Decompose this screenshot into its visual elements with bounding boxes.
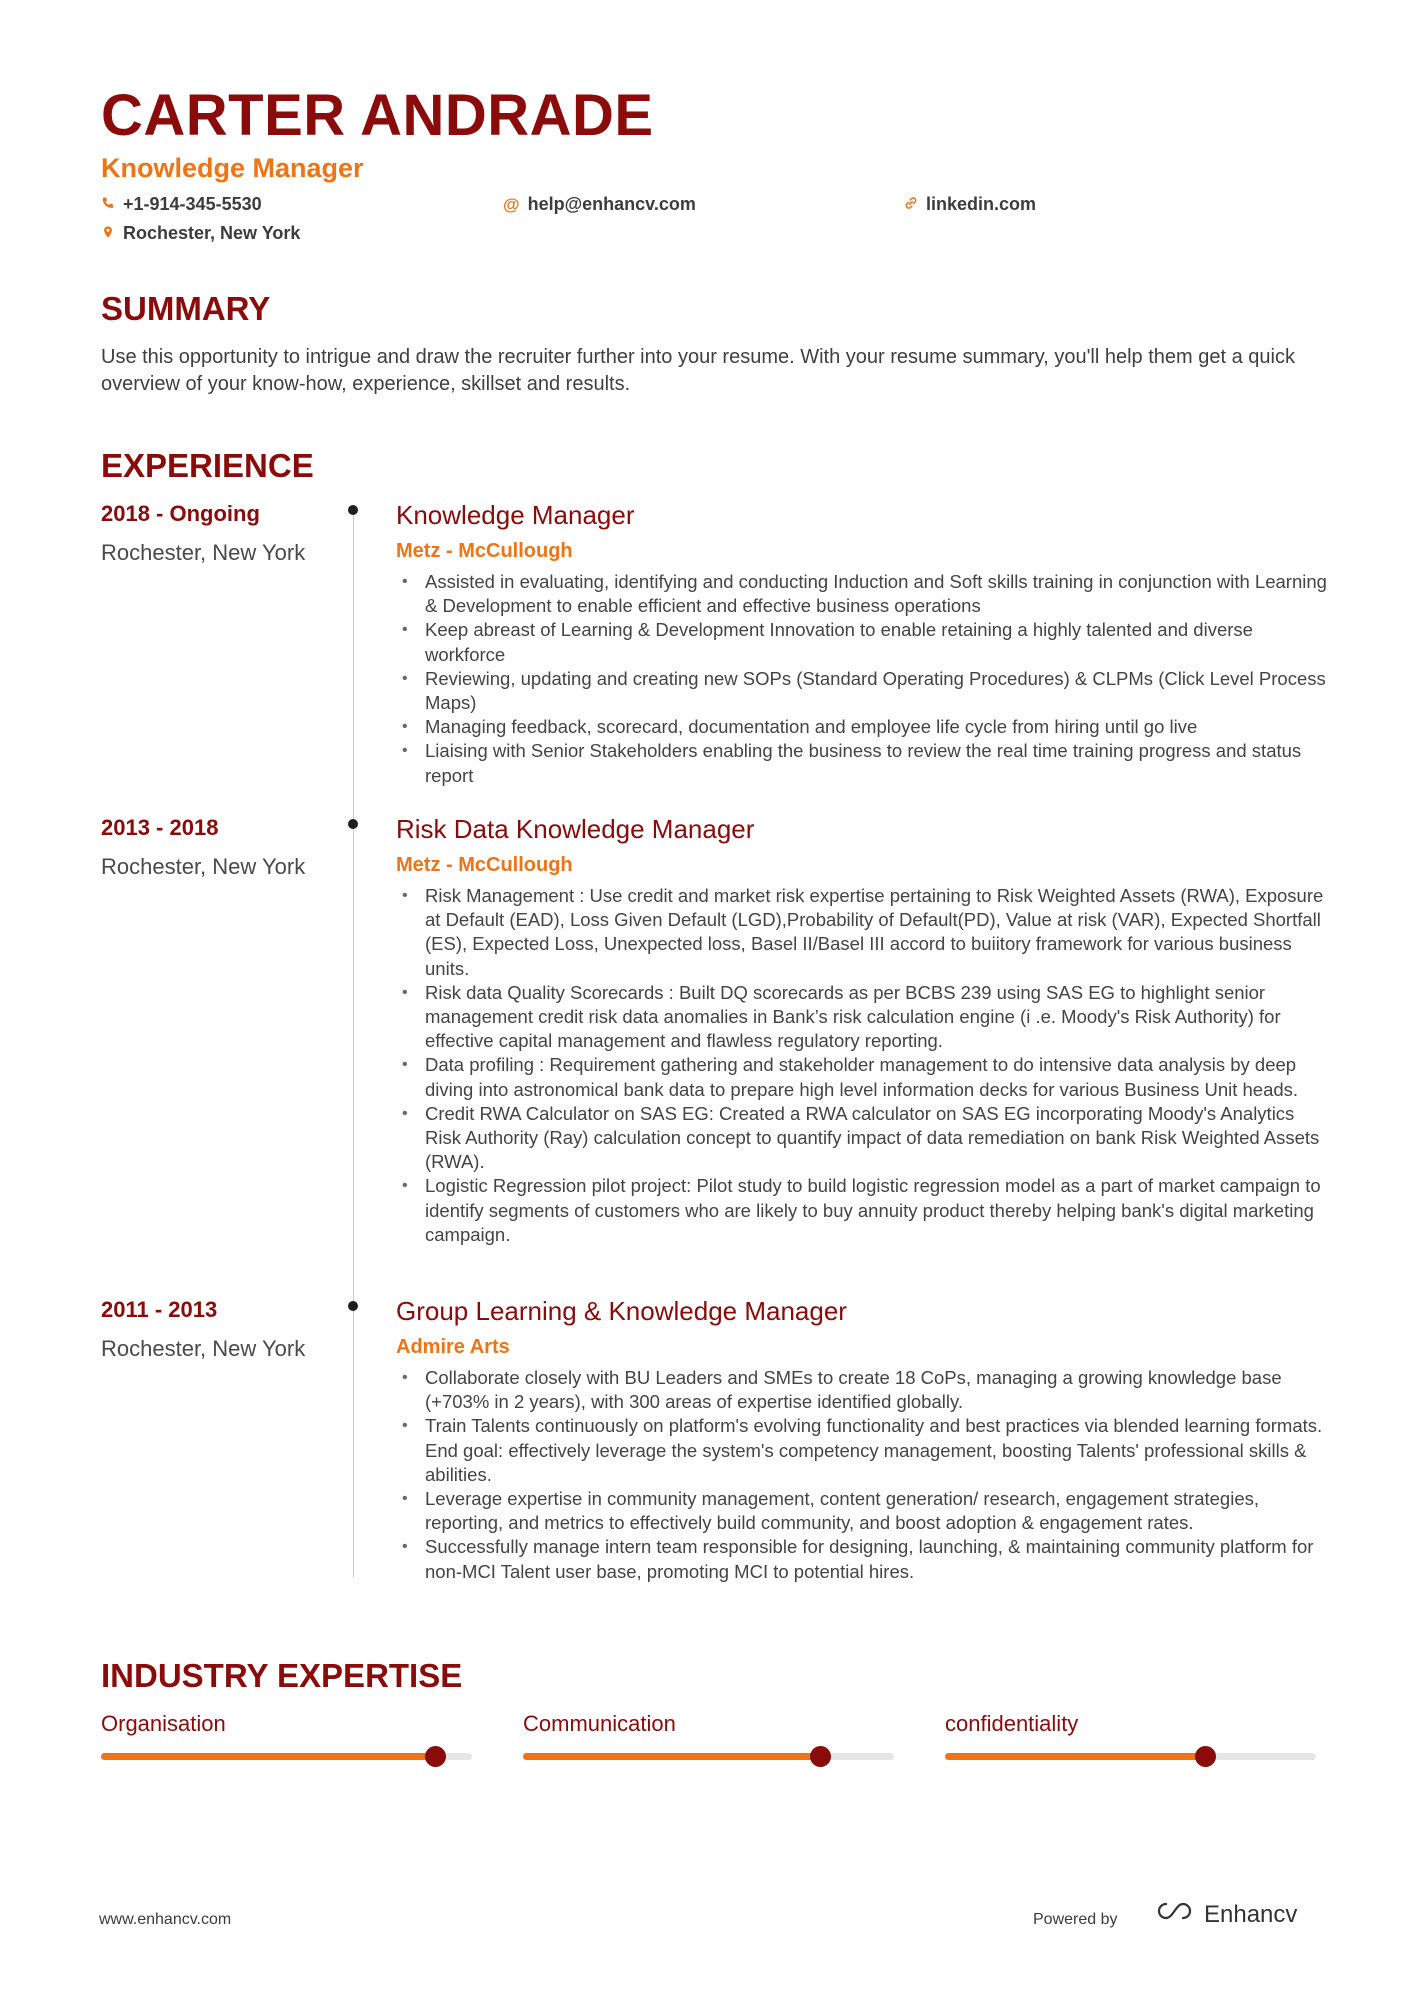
enhancv-logo-icon <box>1152 1899 1196 1930</box>
bullet-item: • Risk data Quality Scorecards : Built DQ scorecards as per BCBS 239 using SAS EG to highlight senior management credit risk data anomalies in Bank’s risk calculation engine (i .e. Moody's Risk Authority) for effective capital management and flawless regulatory reporting. <box>396 981 1331 1054</box>
link-icon <box>904 194 918 215</box>
skill-bar-fill <box>523 1753 820 1760</box>
job-bullets <box>396 570 1331 788</box>
job-title: Group Learning & Knowledge Manager <box>396 1296 847 1326</box>
bullet-item: • Leverage expertise in community management, content generation/ research, engagement strategies, reporting, and metrics to effectively build community, and boost adoption & engagement rates. <box>396 1487 1331 1535</box>
skill-label: confidentiality <box>945 1711 1079 1736</box>
at-icon: @ <box>503 194 520 214</box>
summary-heading: SUMMARY <box>101 290 271 327</box>
job-bullets <box>396 1366 1331 1584</box>
experience-heading: EXPERIENCE <box>101 447 314 484</box>
bullet-item: • Train Talents continuously on platform's evolving functionality and best practices via blended learning formats. End goal: effectively leverage the system's competency management, boosting Talents' professional skills & abilities. <box>396 1414 1331 1487</box>
email-text[interactable]: help@enhancv.com <box>527 194 696 214</box>
bullet-item: • Successfully manage intern team responsible for designing, launching, & maintaining community platform for non-MCI Talent user base, promoting MCI to potential hires. <box>396 1535 1331 1583</box>
skill-bar-fill <box>101 1753 435 1760</box>
job-title: Risk Data Knowledge Manager <box>396 814 755 844</box>
bullet-item: • Assisted in evaluating, identifying and conducting Induction and Soft skills training in conjunction with Learning & Development to enable efficient and effective business operations <box>396 570 1331 618</box>
contact-phone <box>101 194 262 215</box>
skill-bar <box>945 1753 1316 1760</box>
job-dates: 2018 - Ongoing <box>101 501 260 526</box>
contact-email[interactable] <box>503 194 696 215</box>
skill-bar-knob <box>425 1746 446 1767</box>
contact-location <box>101 223 300 244</box>
job-location: Rochester, New York <box>101 1336 306 1361</box>
bullet-item: • Credit RWA Calculator on SAS EG: Created a RWA calculator on SAS EG incorporating Moody's Analytics Risk Authority (Ray) calculation concept to quantify impact of data remediation on bank Risk Weighted Assets (RWA). <box>396 1102 1331 1175</box>
skill-bar <box>523 1753 894 1760</box>
timeline-line <box>353 512 354 1577</box>
bullet-item: • Collaborate closely with BU Leaders and SMEs to create 18 CoPs, managing a growing knowledge base (+703% in 2 years), with 300 areas of expertise identified globally. <box>396 1366 1331 1414</box>
job-bullets <box>396 884 1331 1247</box>
phone-icon <box>101 194 115 215</box>
skill-bar-knob <box>1195 1746 1216 1767</box>
job-company: Metz - McCullough <box>396 854 573 876</box>
skill-label: Organisation <box>101 1711 226 1736</box>
timeline-dot <box>348 819 358 829</box>
bullet-item: • Logistic Regression pilot project: Pilot study to build logistic regression model as a part of market campaign to identify segments of customers who are likely to buy annuity product thereby helping bank's digital marketing campaign. <box>396 1174 1331 1247</box>
job-company: Admire Arts <box>396 1336 510 1358</box>
brand-name: Enhancv <box>1204 1900 1298 1928</box>
bullet-item: • Reviewing, updating and creating new SOPs (Standard Operating Procedures) & CLPMs (Click Level Process Maps) <box>396 667 1331 715</box>
phone-text: +1-914-345-5530 <box>123 194 262 214</box>
footer-url[interactable]: www.enhancv.com <box>99 1911 232 1928</box>
job-title: Knowledge Manager <box>396 500 635 530</box>
timeline-dot <box>348 1301 358 1311</box>
candidate-title: Knowledge Manager <box>101 153 364 183</box>
job-location: Rochester, New York <box>101 854 306 879</box>
bullet-item: • Keep abreast of Learning & Development Innovation to enable retaining a highly talented and diverse workforce <box>396 618 1331 666</box>
summary-text: Use this opportunity to intrigue and draw the recruiter further into your resume. With your resume summary, you'll help them get a quick overview of your know-how, experience, skillset and results. <box>101 346 1295 395</box>
contact-linkedin[interactable] <box>904 194 1036 215</box>
bullet-item: • Data profiling : Requirement gathering and stakeholder management to do intensive data analysis by deep diving into astronomical bank data to prepare high level information decks for various Business Unit heads. <box>396 1053 1331 1101</box>
bullet-item: • Managing feedback, scorecard, documentation and employee life cycle from hiring until go live <box>396 715 1331 739</box>
candidate-name: CARTER ANDRADE <box>101 83 654 148</box>
job-dates: 2013 - 2018 <box>101 815 219 840</box>
bullet-item: • Liaising with Senior Stakeholders enabling the business to review the real time training progress and status report <box>396 739 1331 787</box>
skill-label: Communication <box>523 1711 676 1736</box>
location-text: Rochester, New York <box>123 223 301 243</box>
job-company: Metz - McCullough <box>396 540 573 562</box>
job-dates: 2011 - 2013 <box>101 1297 218 1322</box>
skill-bar <box>101 1753 472 1760</box>
powered-by-label: Powered by <box>1033 1911 1118 1928</box>
brand-logo[interactable] <box>1152 1899 1297 1930</box>
job-location: Rochester, New York <box>101 540 306 565</box>
location-pin-icon <box>101 223 115 244</box>
timeline-dot <box>348 505 358 515</box>
skill-bar-fill <box>945 1753 1205 1760</box>
expertise-heading: INDUSTRY EXPERTISE <box>101 1657 463 1694</box>
skill-bar-knob <box>810 1746 831 1767</box>
linkedin-text[interactable]: linkedin.com <box>926 194 1037 214</box>
bullet-item: • Risk Management : Use credit and market risk expertise pertaining to Risk Weighted Assets (RWA), Exposure at Default (EAD), Loss Given Default (LGD),Probability of Default(PD), Value at risk (VAR), Expected Shortfall (ES), Expected Loss, Unexpected loss, Basel II/Basel III accord to buiitory framework for various business units. <box>396 884 1331 981</box>
